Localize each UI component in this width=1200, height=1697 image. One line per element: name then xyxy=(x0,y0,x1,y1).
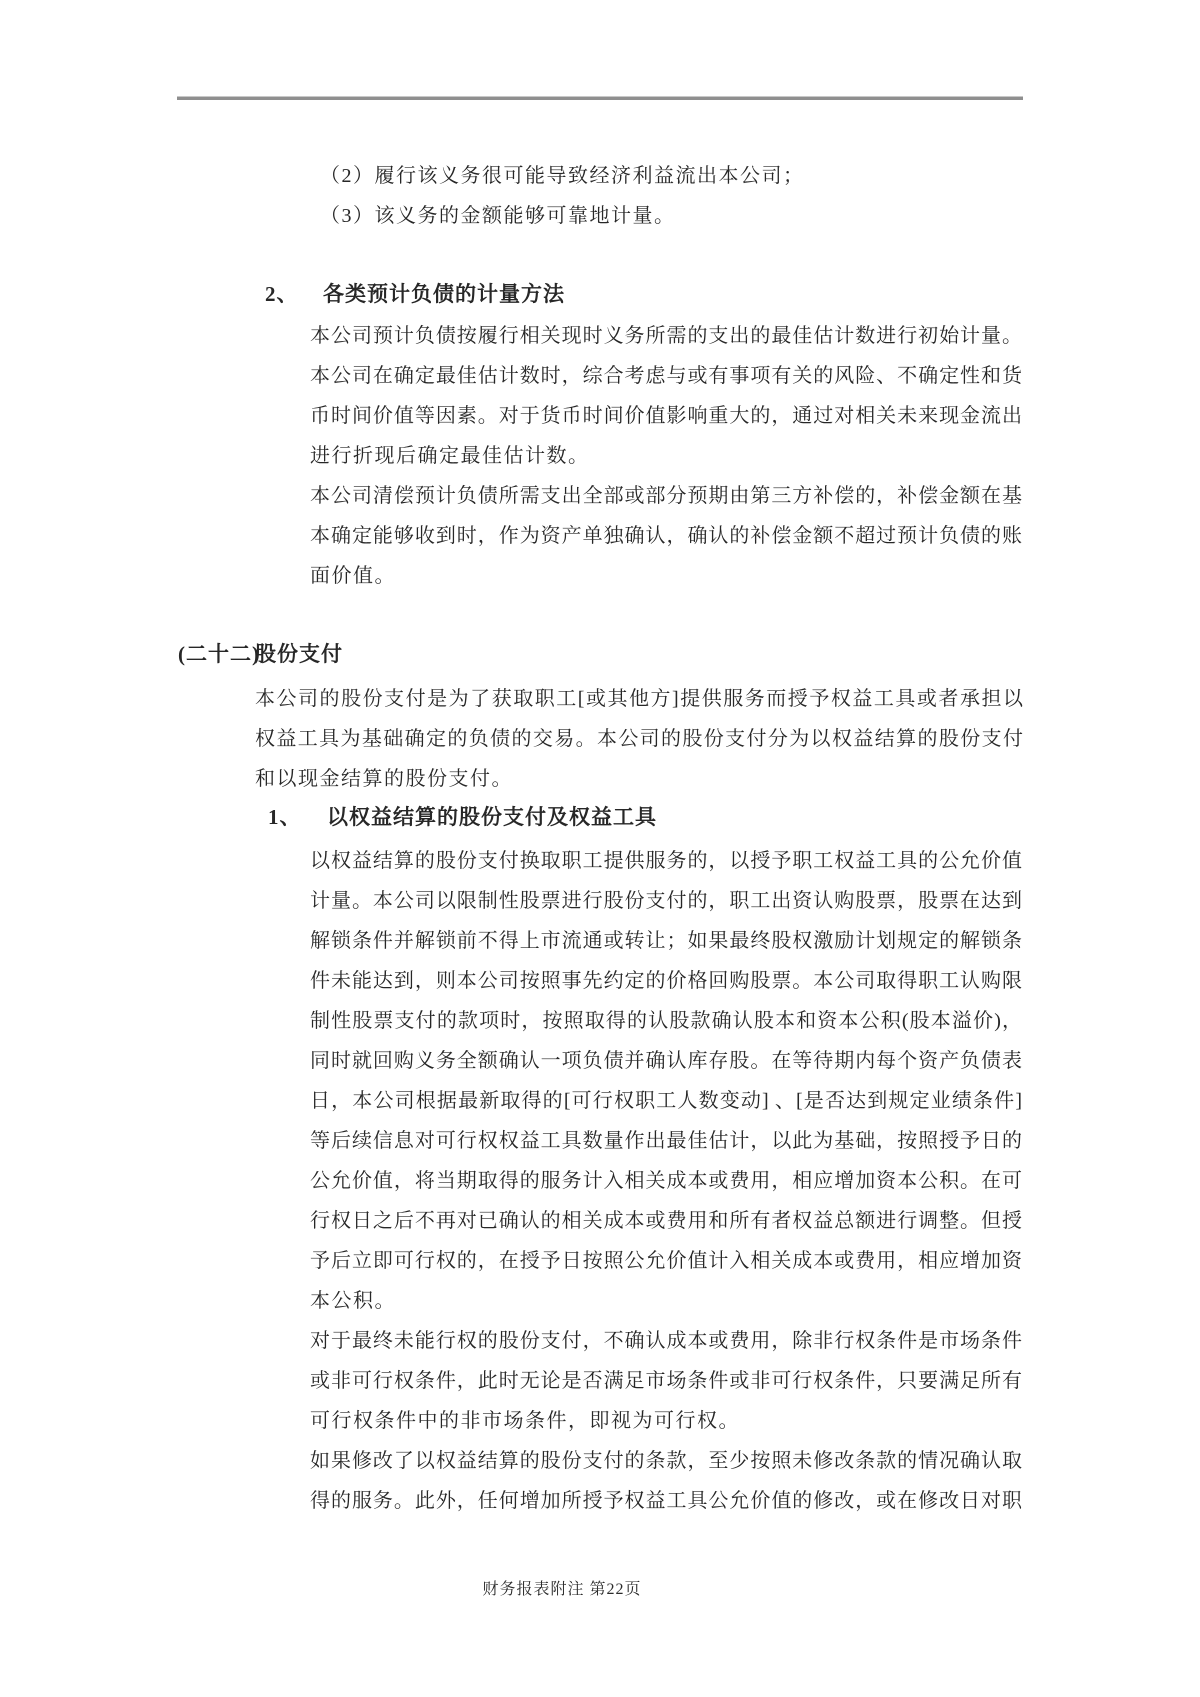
section-heading-share-payment xyxy=(178,641,343,668)
paragraph-line: 解锁条件并解锁前不得上市流通或转让；如果最终股权激励计划规定的解锁条 xyxy=(310,930,1022,952)
paragraph-line: 等后续信息对可行权权益工具数量作出最佳估计，以此为基础，按照授予日的 xyxy=(310,1130,1022,1152)
paragraph-line: 本公司预计负债按履行相关现时义务所需的支出的最佳估计数进行初始计量。 xyxy=(310,325,1022,347)
paragraph-line: 本公积。 xyxy=(310,1290,396,1312)
paragraph-line: 行权日之后不再对已确认的相关成本或费用和所有者权益总额进行调整。但授 xyxy=(310,1210,1022,1232)
paragraph-line: 可行权条件中的非市场条件，即视为可行权。 xyxy=(310,1410,740,1432)
paragraph-line: 进行折现后确定最佳估计数。 xyxy=(310,445,590,467)
paragraph-line: 予后立即可行权的，在授予日按照公允价值计入相关成本或费用，相应增加资 xyxy=(310,1250,1022,1272)
paragraph-line: 面价值。 xyxy=(310,565,396,587)
condition-item-2: （2）履行该义务很可能导致经济利益流出本公司； xyxy=(320,165,805,187)
header-rule xyxy=(177,96,1023,100)
paragraph-line: 如果修改了以权益结算的股份支付的条款，至少按照未修改条款的情况确认取 xyxy=(310,1450,1022,1472)
paragraph-line: 本确定能够收到时，作为资产单独确认，确认的补偿金额不超过预计负债的账 xyxy=(310,525,1022,547)
subsection-title: 以权益结算的股份支付及权益工具 xyxy=(327,805,657,829)
section-title: 各类预计负债的计量方法 xyxy=(323,282,565,306)
page-footer: 财务报表附注 第22页 xyxy=(482,1581,642,1598)
paragraph-line: 本公司清偿预计负债所需支出全部或部分预期由第三方补偿的，补偿金额在基 xyxy=(310,485,1022,507)
subsection-heading-equity-settled xyxy=(268,804,657,831)
paragraph-line: 以权益结算的股份支付换取职工提供服务的，以授予职工权益工具的公允价值 xyxy=(310,850,1022,872)
section-heading-measurement-methods xyxy=(265,281,565,308)
paragraph-line: 日，本公司根据最新取得的[可行权职工人数变动] 、[是否达到规定业绩条件] xyxy=(310,1090,1022,1112)
paragraph-line: 和以现金结算的股份支付。 xyxy=(255,768,513,790)
paragraph-line: 件未能达到，则本公司按照事先约定的价格回购股票。本公司取得职工认购限 xyxy=(310,970,1022,992)
paragraph-line: 公允价值，将当期取得的服务计入相关成本或费用，相应增加资本公积。在可 xyxy=(310,1170,1022,1192)
section-number: (二十二) xyxy=(178,642,260,666)
paragraph-line: 对于最终未能行权的股份支付，不确认成本或费用，除非行权条件是市场条件 xyxy=(310,1330,1022,1352)
section-number: 2、 xyxy=(265,282,299,306)
paragraph-line: 币时间价值等因素。对于货币时间价值影响重大的，通过对相关未来现金流出 xyxy=(310,405,1022,427)
paragraph-line: 同时就回购义务全额确认一项负债并确认库存股。在等待期内每个资产负债表 xyxy=(310,1050,1022,1072)
paragraph-line: 计量。本公司以限制性股票进行股份支付的，职工出资认购股票，股票在达到 xyxy=(310,890,1022,912)
condition-item-3: （3）该义务的金额能够可靠地计量。 xyxy=(320,205,676,227)
paragraph-line: 本公司的股份支付是为了获取职工[或其他方]提供服务而授予权益工具或者承担以 xyxy=(255,688,1023,710)
section-title: 股份支付 xyxy=(255,642,343,666)
paragraph-line: 权益工具为基础确定的负债的交易。本公司的股份支付分为以权益结算的股份支付 xyxy=(255,728,1023,750)
paragraph-line: 或非可行权条件，此时无论是否满足市场条件或非可行权条件，只要满足所有 xyxy=(310,1370,1022,1392)
subsection-number: 1、 xyxy=(268,805,302,829)
paragraph-line: 得的服务。此外，任何增加所授予权益工具公允价值的修改，或在修改日对职 xyxy=(310,1490,1022,1512)
paragraph-line: 本公司在确定最佳估计数时，综合考虑与或有事项有关的风险、不确定性和货 xyxy=(310,365,1022,387)
paragraph-line: 制性股票支付的款项时，按照取得的认股款确认股本和资本公积(股本溢价)， xyxy=(310,1010,1022,1032)
